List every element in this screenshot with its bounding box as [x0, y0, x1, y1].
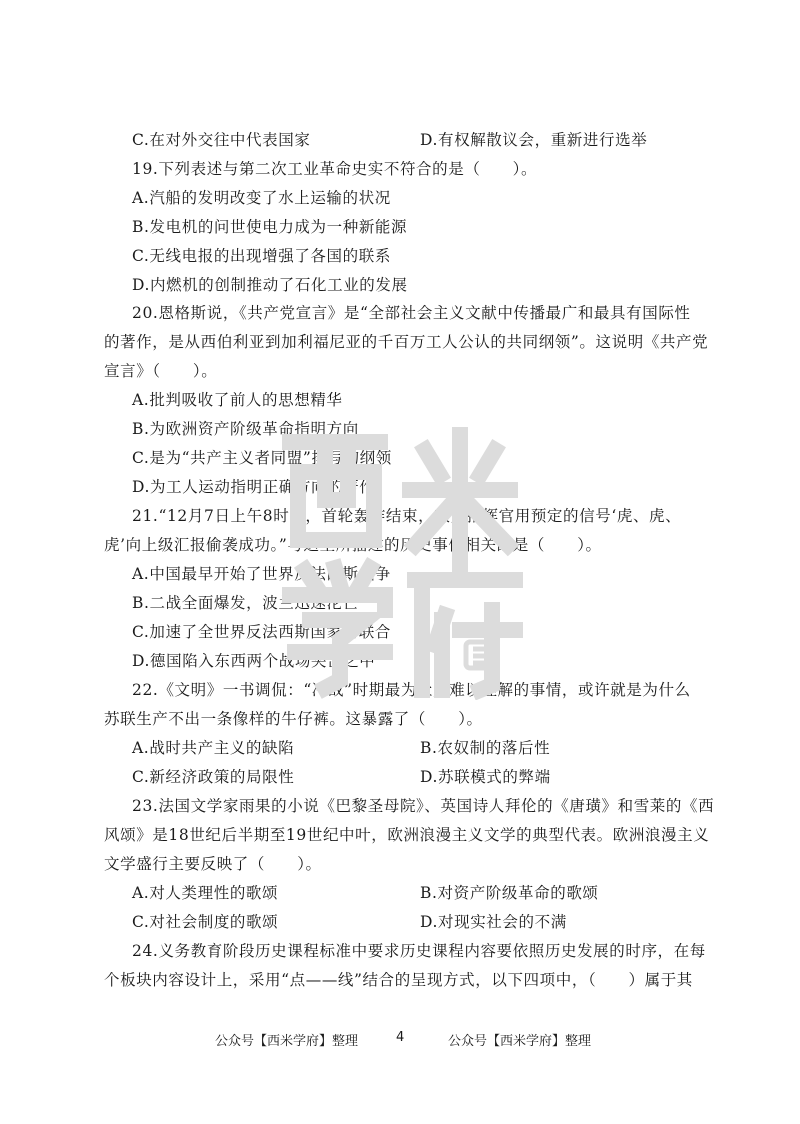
question-21: 21.“12月7日上午8时许，首轮轰炸结束，敌方指挥官用预定的信号‘虎、虎、: [132, 507, 682, 525]
option-line: A.中国最早开始了世界反法西斯战争: [132, 565, 391, 583]
option-line: C.新经济政策的局限性 D.苏联模式的弊端: [132, 768, 551, 786]
text-line: C.在对外交往中代表国家 D.有权解散议会，重新进行选举: [132, 131, 648, 149]
text-line: 风颂》是18世纪后半期至19世纪中叶，欧洲浪漫主义文学的典型代表。欧洲浪漫主义: [104, 826, 710, 844]
option-line: C.对社会制度的歌颂 D.对现实社会的不满: [132, 913, 567, 931]
question-24: 24.义务教育阶段历史课程标准中要求历史课程内容要依照历史发展的时序，在每: [132, 942, 706, 960]
option-line: C.无线电报的出现增强了各国的联系: [132, 247, 391, 265]
footer-right: 公众号【西米学府】整理: [448, 1034, 592, 1049]
option-line: D.为工人运动指明正确方向的著作: [132, 478, 376, 496]
question-22: 22.《文明》一书调侃：“冷战”时期最为让人难以理解的事情，或许就是为什么: [132, 681, 691, 699]
option-line: A.批判吸收了前人的思想精华: [132, 391, 343, 409]
option-line: B.二战全面爆发，波兰迅速沦亡: [132, 594, 359, 612]
text-line: 的著作，是从西伯利亚到加利福尼亚的千百万工人公认的共同纲领”。这说明《共产党: [104, 333, 709, 351]
option-line: C.是为“共产主义者同盟”撰写的纲领: [132, 449, 392, 467]
text-line: 虎’向上级汇报偷袭成功。”与这里所描述的历史事件相关的是（ ）。: [104, 536, 602, 554]
option-line: A.汽船的发明改变了水上运输的状况: [132, 189, 391, 207]
text-line: 文学盛行主要反映了（ ）。: [104, 855, 322, 873]
option-line: D.德国陷入东西两个战场夹击之中: [132, 652, 376, 670]
text-line: 宣言》（ ）。: [104, 362, 218, 380]
option-line: C.加速了全世界反法西斯国家的联合: [132, 623, 391, 641]
option-line: A.战时共产主义的缺陷 B.农奴制的落后性: [132, 739, 551, 757]
question-23: 23.法国文学家雨果的小说《巴黎圣母院》、英国诗人拜伦的《唐璜》和雪莱的《西: [132, 797, 715, 815]
question-19: 19.下列表述与第二次工业革命史实不符合的是（ ）。: [132, 160, 538, 178]
page-footer: [0, 1030, 800, 1052]
option-line: B.为欧洲资产阶级革命指明方向: [132, 420, 359, 438]
footer-left: 公众号【西米学府】整理: [215, 1034, 359, 1049]
option-line: B.发电机的问世使电力成为一种新能源: [132, 218, 408, 236]
page-number: 4: [396, 1030, 405, 1045]
text-line: 苏联生产不出一条像样的牛仔裤。这暴露了（ ）。: [104, 710, 483, 728]
option-line: D.内燃机的创制推动了石化工业的发展: [132, 276, 408, 294]
text-line: 个板块内容设计上，采用“点——线”结合的呈现方式，以下四项中，（ ）属于其: [104, 971, 693, 989]
question-20: 20.恩格斯说，《共产党宣言》是“全部社会主义文献中传播最广和最具有国际性: [132, 304, 691, 322]
option-line: A.对人类理性的歌颂 B.对资产阶级革命的歌颂: [132, 884, 599, 902]
